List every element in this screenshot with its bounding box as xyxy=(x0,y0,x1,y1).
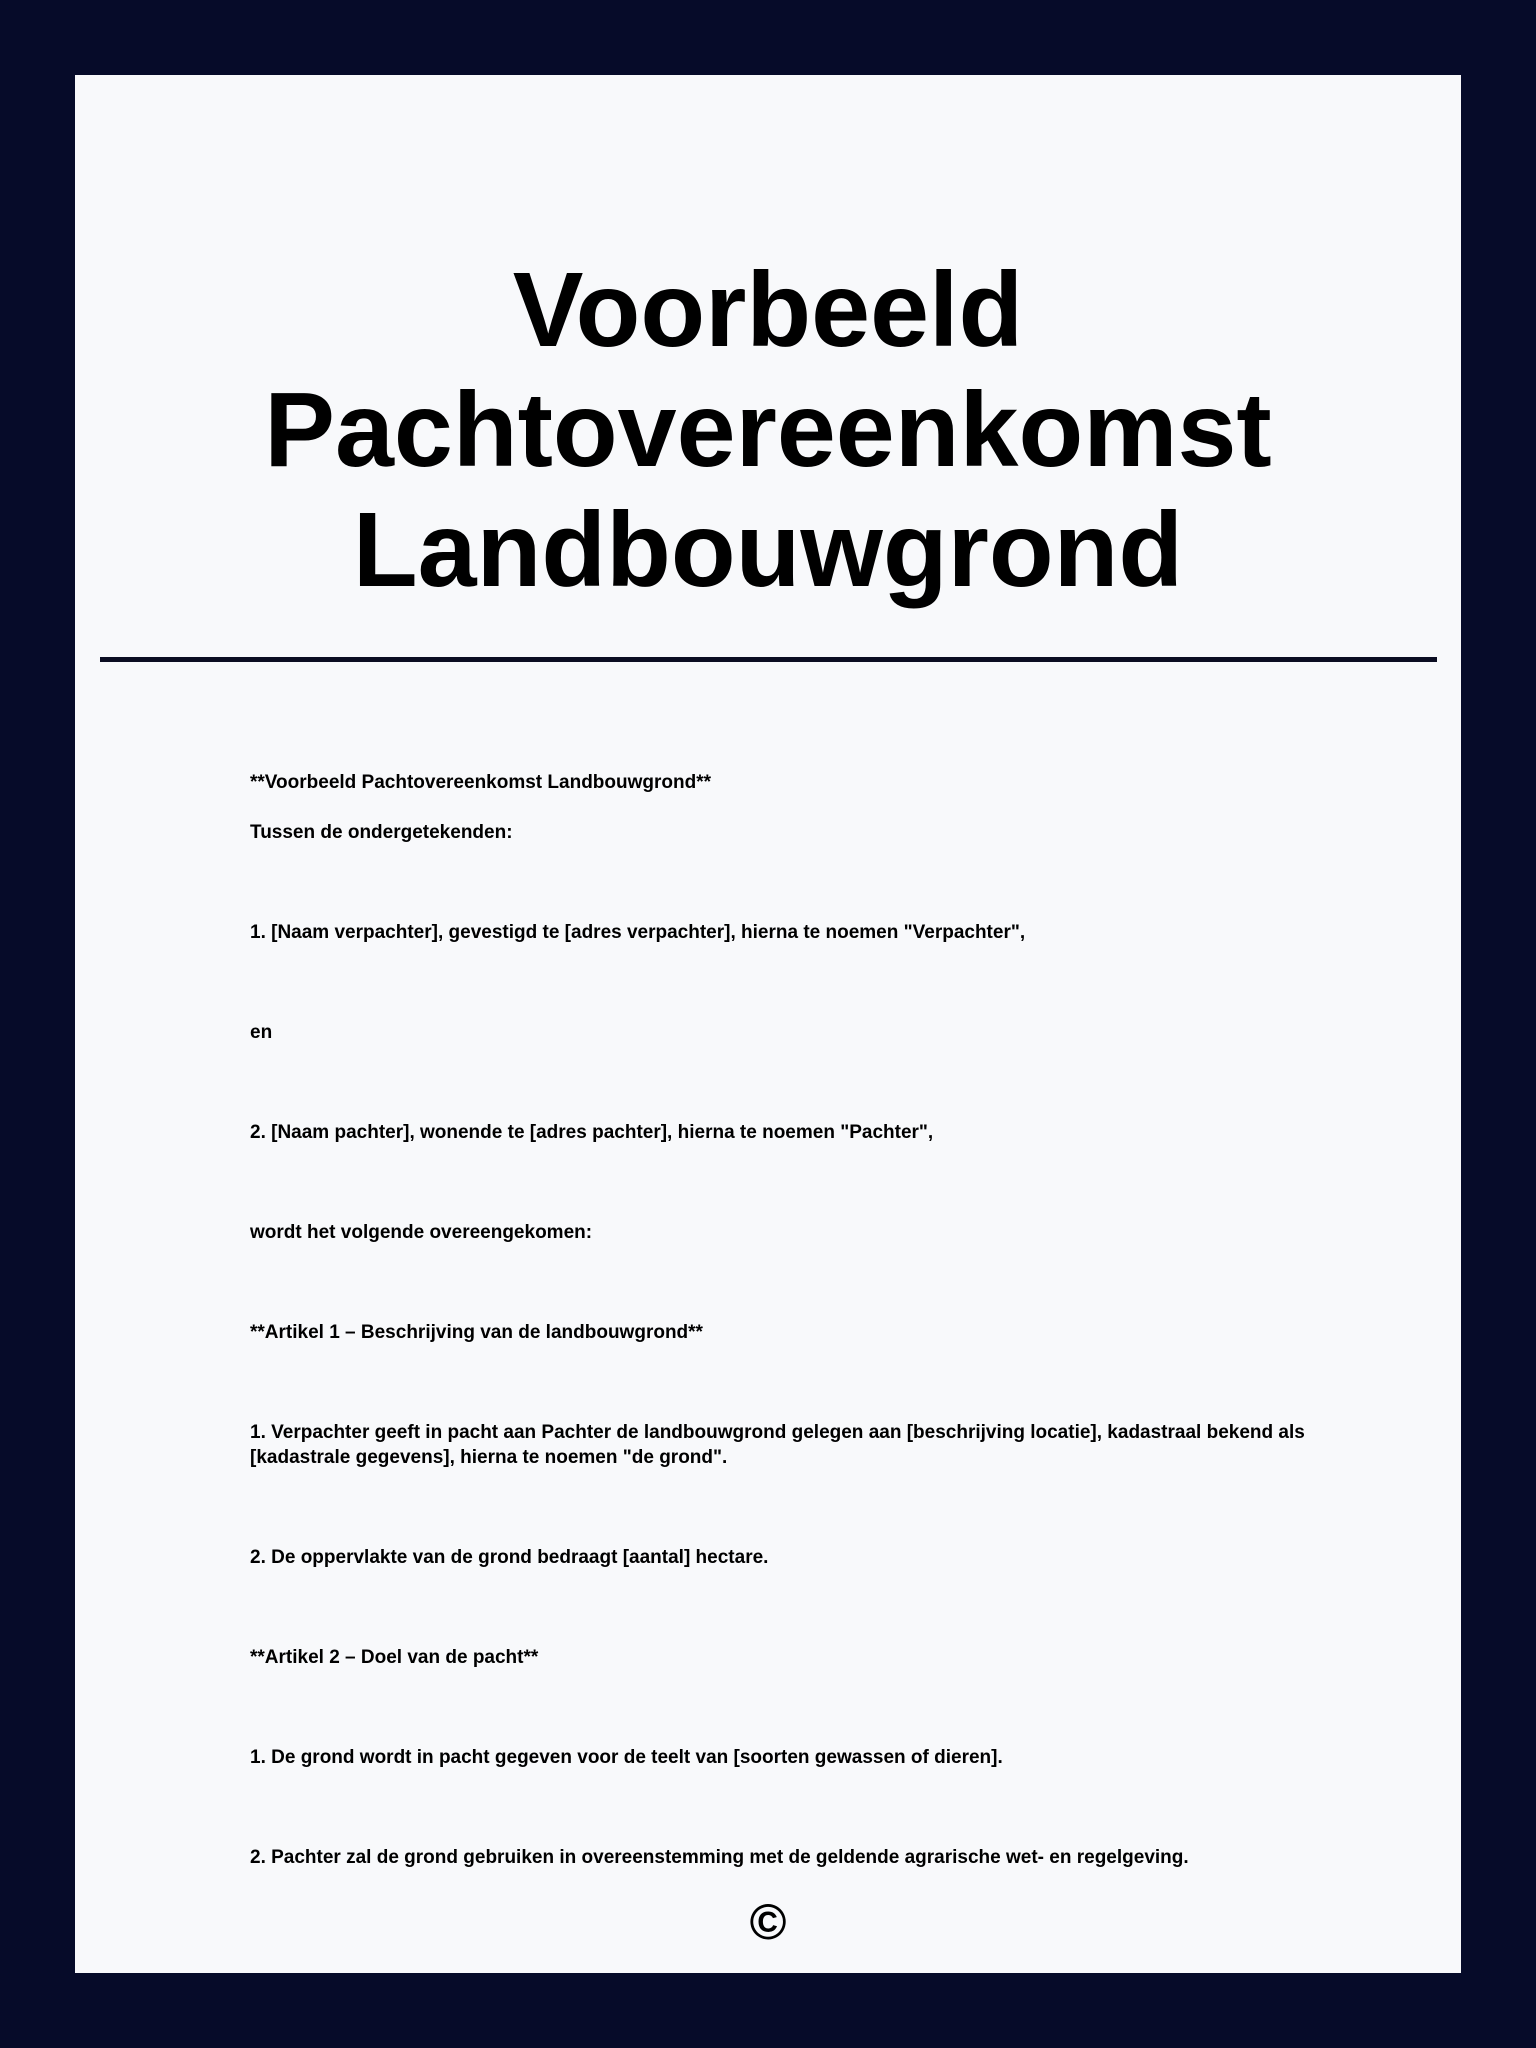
paragraph-article-2-1: 1. De grond wordt in pacht gegeven voor de teelt van [soorten gewassen of dieren]. xyxy=(250,1747,1003,1768)
paragraph-article-1-1: 1. Verpachter geeft in pacht aan Pachter de landbouwgrond gelegen aan [beschrijving locatie], kadastraal bekend als [kadastrale gegevens], hierna te noemen "de grond". xyxy=(250,1422,1305,1468)
heading-document: **Voorbeeld Pachtovereenkomst Landbouwgrond** xyxy=(250,772,712,793)
title-divider xyxy=(100,657,1437,662)
paragraph-agreement: wordt het volgende overeengekomen: xyxy=(250,1222,593,1243)
copyright-icon: © xyxy=(749,1894,787,1950)
paragraph-article-1-2: 2. De oppervlakte van de grond bedraagt [aantal] hectare. xyxy=(250,1547,769,1568)
title-line-3: Landbouwgrond xyxy=(352,491,1184,609)
document-title xyxy=(75,250,1461,610)
paragraph-and: en xyxy=(250,1022,273,1043)
paragraph-article-2-2: 2. Pachter zal de grond gebruiken in overeenstemming met de geldende agrarische wet- en regelgeving. xyxy=(250,1847,1189,1868)
paragraph-party-lessee: 2. [Naam pachter], wonende te [adres pachter], hierna te noemen "Pachter", xyxy=(250,1122,934,1143)
heading-article-1: **Artikel 1 – Beschrijving van de landbouwgrond** xyxy=(250,1322,703,1343)
title-line-2: Pachtovereenkomst xyxy=(264,371,1272,489)
paragraph-parties-intro: Tussen de ondergetekenden: xyxy=(250,822,513,843)
document-body xyxy=(250,770,1350,1870)
document-page xyxy=(75,75,1461,1973)
heading-article-2: **Artikel 2 – Doel van de pacht** xyxy=(250,1647,539,1668)
paragraph-party-lessor: 1. [Naam verpachter], gevestigd te [adres verpachter], hierna te noemen "Verpachter", xyxy=(250,922,1026,943)
title-line-1: Voorbeeld xyxy=(512,251,1024,369)
